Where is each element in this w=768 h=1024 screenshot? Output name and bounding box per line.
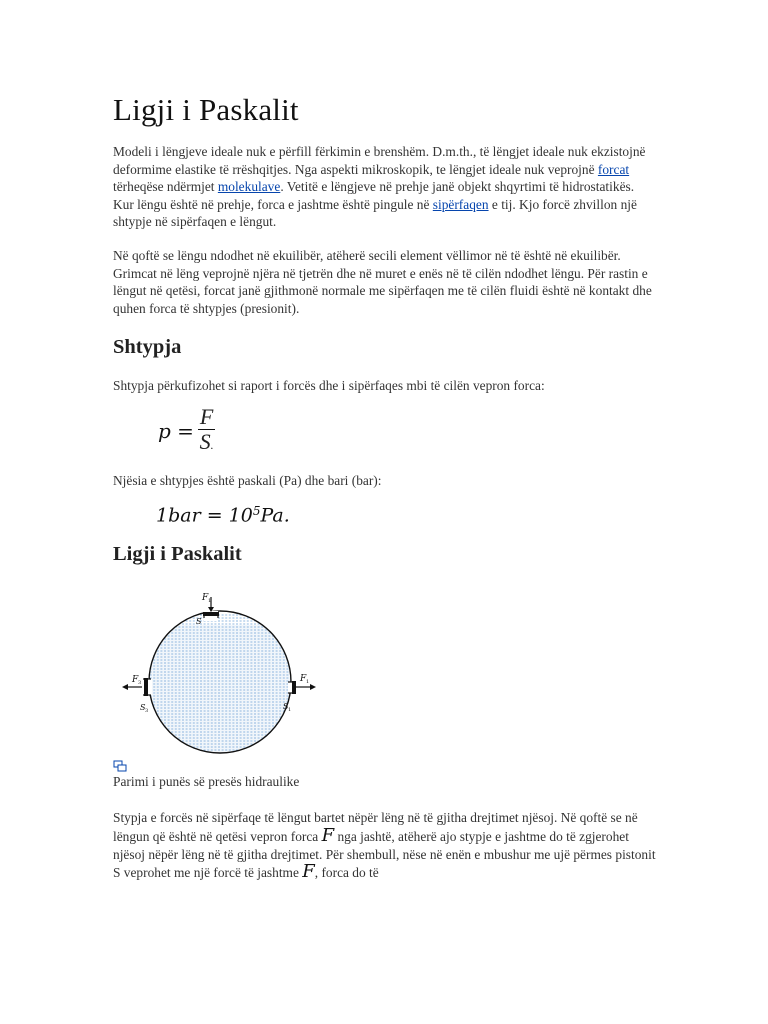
right-force-label: F: [300, 674, 307, 684]
page-title: Ligji i Paskalit: [113, 92, 299, 127]
link-molekulave[interactable]: molekulave: [217, 179, 281, 195]
figure-caption: Parimi i punës së presës hidraulike: [113, 774, 300, 789]
unit-formula: [156, 504, 456, 526]
right-force-sub: 1: [306, 679, 310, 685]
unit-formula-part-b: Pa.: [260, 504, 290, 527]
pascal-paragraph: [113, 809, 658, 882]
formula-numerator: F: [199, 404, 214, 429]
right-area-sub: 1: [288, 707, 292, 713]
left-piston: [144, 678, 148, 696]
link-forcat[interactable]: forcat: [597, 161, 630, 177]
right-area-label: S: [283, 702, 289, 711]
pascal-text-c: , forca do të: [314, 865, 379, 881]
formula-denominator: S.: [199, 429, 214, 454]
top-piston: [203, 612, 219, 616]
left-area-label: S: [140, 703, 146, 712]
pressure-definition: Shtypja përkufizohet si raport i forcës dhe i sipërfaqes mbi të cilën vepron forca:: [113, 378, 545, 393]
section-heading-shtypja: Shtypja: [113, 336, 182, 358]
pascal-diagram: [118, 585, 328, 755]
link-siperfaqen[interactable]: sipërfaqen: [432, 196, 489, 212]
intro-text-c: . Vetitë e lëngjeve në prehje janë objekt shqyrtimi të hidrostatikës. Kur lëngu është në prehje, forca e jashtme është pingule në: [113, 179, 635, 212]
right-piston: [292, 681, 296, 694]
left-area-sub: 3: [145, 708, 149, 714]
intro-text-d: e tij. Kjo forcë zhvillon një shtypje në sipërfaqen e lëngut.: [113, 196, 637, 230]
top-force-sub: 1: [208, 598, 212, 604]
pressure-formula: [158, 405, 358, 457]
unit-text: Njësia e shtypjes është paskali (Pa) dhe bari (bar):: [113, 473, 382, 488]
left-force-sub: 3: [138, 680, 142, 686]
section-heading-ligji: Ligji i Paskalit: [113, 543, 242, 565]
top-force-label: F: [202, 593, 209, 603]
unit-formula-part-a: 1bar = 10: [156, 504, 253, 527]
force-symbol-2: F: [302, 861, 315, 883]
intro-paragraph-1: [113, 143, 658, 231]
force-symbol-1: F: [321, 824, 335, 846]
unit-formula-exponent: 5: [252, 504, 261, 518]
top-area-label: S: [196, 617, 202, 626]
pascal-text-a: Stypja e forcës në sipërfaqe të lëngut bartet nëpër lëng në të gjitha drejtimet njësoj. Në qoftë se në lëngun që është në qetësi vepron forca: [113, 810, 638, 844]
left-force-label: F: [132, 675, 139, 685]
water-fill: [143, 615, 303, 755]
intro-paragraph-2: Në qoftë se lëngu ndodhet në ekuilibër, atëherë secili element vëllimor në të është në ekuilibër. Grimcat në lëng veprojnë njëra në tjetrën dhe në muret e enës në të cilën ndodhet lëngu. Për rastin e lëngut në qetësi, forcat janë gjithmonë normale me sipërfaqen me të cilën fluidi është në kontakt dhe quhen forca të shtypjes (presionit).: [113, 248, 652, 316]
intro-text-b: tërheqëse ndërmjet: [113, 179, 218, 195]
enlarge-icon[interactable]: [113, 760, 127, 772]
pascal-text-b: nga jashtë, atëherë ajo stypje e jashtme do të zgjerohet njësoj nëpër lëng në të gjitha drejtimet. Për shembull, nëse në enën e mbushur me ujë përmes pistonit S veprohet me një forcë të jashtme: [113, 828, 656, 881]
formula-fraction: [198, 405, 215, 457]
intro-text-a: Modeli i lëngjeve ideale nuk e përfill fërkimin e brenshëm. D.m.th., të lëngjet ideale nuk ekzistojnë deformime elastike të rrëshqitjes. Nga aspekti mikroskopik, te lëngjet ideale nuk veprojnë: [113, 144, 646, 177]
formula-lhs: p =: [158, 419, 194, 443]
